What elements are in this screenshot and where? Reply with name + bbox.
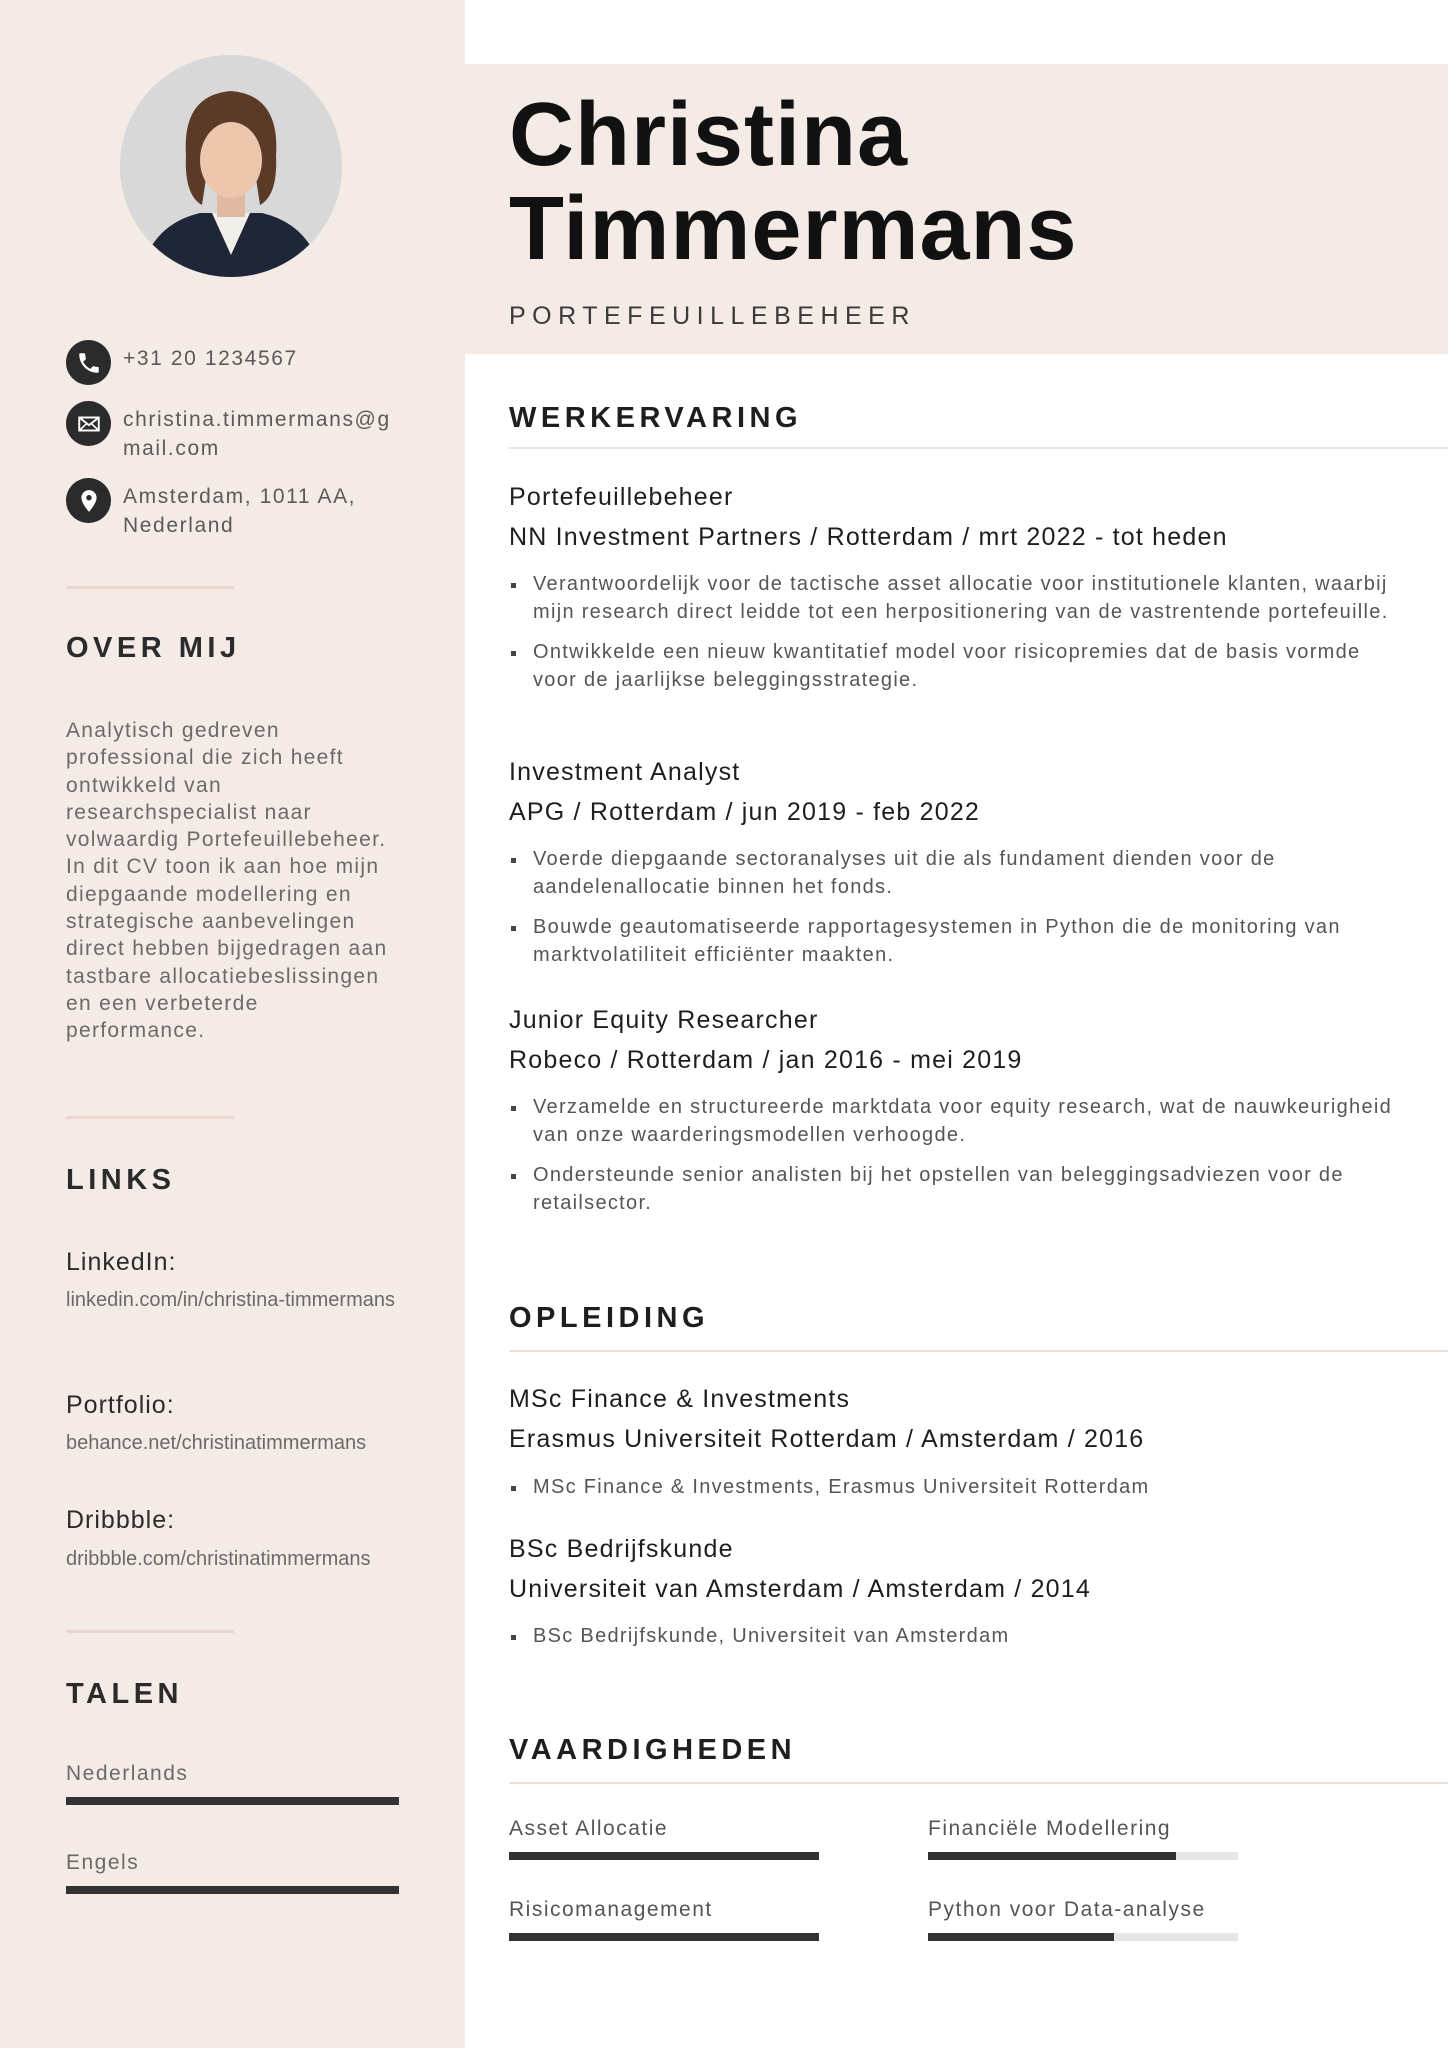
languages-heading: TALEN	[66, 1678, 184, 1710]
linkedin-label: LinkedIn:	[66, 1248, 177, 1276]
experience-heading: WERKERVARING	[509, 402, 802, 434]
section-rule	[509, 1782, 1448, 1784]
degree-bullets	[509, 1474, 1409, 1515]
skill-label: Python voor Data-analyse	[928, 1898, 1206, 1921]
language-level-fill	[66, 1797, 399, 1805]
portrait-photo	[120, 55, 342, 277]
contact-address	[66, 482, 406, 540]
full-name	[509, 85, 1078, 279]
degree-title: BSc Bedrijfskunde	[509, 1535, 734, 1563]
contact-email	[66, 405, 406, 463]
skill-level-bar	[509, 1852, 819, 1860]
list-item: Verzamelde en structureerde marktdata voor equity research, wat de nauwkeurigheid van onze waarderingsmodellen verhoogde.	[509, 1094, 1409, 1149]
avatar	[120, 55, 342, 277]
skill-level-fill	[509, 1852, 819, 1860]
list-item: Ondersteunde senior analisten bij het opstellen van beleggingsadviezen voor de retailsector.	[509, 1162, 1409, 1217]
degree-meta: Erasmus Universiteit Rotterdam / Amsterdam / 2016	[509, 1425, 1145, 1453]
skill-label: Asset Allocatie	[509, 1817, 669, 1840]
mail-icon	[66, 401, 111, 446]
skill-label: Risicomanagement	[509, 1898, 713, 1921]
job-meta: APG / Rotterdam / jun 2019 - feb 2022	[509, 798, 981, 826]
skill-label: Financiële Modellering	[928, 1817, 1172, 1840]
language-label: Nederlands	[66, 1762, 189, 1785]
location-pin-icon	[66, 478, 111, 523]
list-item: Bouwde geautomatiseerde rapportagesystemen in Python die de monitoring van marktvolatiliteit efficiënter maakten.	[509, 914, 1409, 969]
skill-level-fill	[928, 1852, 1176, 1860]
job-meta: NN Investment Partners / Rotterdam / mrt 2022 - tot heden	[509, 523, 1228, 551]
skill-level-bar	[509, 1933, 819, 1941]
divider	[66, 586, 234, 589]
skills-heading: VAARDIGHEDEN	[509, 1734, 797, 1766]
links-heading: LINKS	[66, 1164, 176, 1196]
degree-bullets	[509, 1623, 1409, 1664]
divider	[66, 1630, 234, 1633]
portfolio-label: Portfolio:	[66, 1391, 175, 1419]
about-heading: OVER MIJ	[66, 632, 241, 664]
list-item: MSc Finance & Investments, Erasmus Universiteit Rotterdam	[509, 1474, 1409, 1502]
language-level-fill	[66, 1886, 399, 1894]
phone-icon	[66, 340, 111, 385]
degree-title: MSc Finance & Investments	[509, 1385, 851, 1413]
education-heading: OPLEIDING	[509, 1302, 710, 1334]
list-item: Verantwoordelijk voor de tactische asset allocatie voor institutionele klanten, waarbij mijn research direct leidde tot een herpositionering van de vastrentende portefeuille.	[509, 571, 1409, 626]
job-bullets	[509, 571, 1409, 707]
skill-level-fill	[928, 1933, 1114, 1941]
language-label: Engels	[66, 1851, 140, 1874]
job-role: PORTEFEUILLEBEHEER	[509, 302, 916, 330]
dribbble-label: Dribbble:	[66, 1506, 176, 1534]
list-item: Ontwikkelde een nieuw kwantitatief model voor risicopremies dat de basis vormde voor de jaarlijkse beleggingsstrategie.	[509, 639, 1409, 694]
skill-level-bar	[928, 1933, 1238, 1941]
job-bullets	[509, 1094, 1409, 1230]
job-title: Junior Equity Researcher	[509, 1006, 819, 1034]
last-name: Timmermans	[509, 179, 1078, 279]
portfolio-link[interactable]: behance.net/christinatimmermans	[66, 1432, 367, 1454]
job-bullets	[509, 846, 1409, 982]
section-rule	[509, 1350, 1448, 1352]
first-name: Christina	[509, 85, 909, 185]
list-item: BSc Bedrijfskunde, Universiteit van Amsterdam	[509, 1623, 1409, 1651]
linkedin-link[interactable]: linkedin.com/in/christina-timmermans	[66, 1289, 395, 1311]
contact-phone	[66, 344, 406, 385]
job-title: Portefeuillebeheer	[509, 483, 734, 511]
degree-meta: Universiteit van Amsterdam / Amsterdam / 2014	[509, 1575, 1091, 1603]
job-meta: Robeco / Rotterdam / jan 2016 - mei 2019	[509, 1046, 1023, 1074]
language-level-bar	[66, 1886, 399, 1894]
job-title: Investment Analyst	[509, 758, 741, 786]
language-level-bar	[66, 1797, 399, 1805]
skill-level-fill	[509, 1933, 819, 1941]
phone-number: +31 20 1234567	[123, 347, 298, 370]
section-rule	[509, 447, 1448, 449]
divider	[66, 1116, 234, 1119]
email-address: christina.timmermans@gmail.com	[123, 408, 391, 460]
skill-level-bar	[928, 1852, 1238, 1860]
address: Amsterdam, 1011 AA, Nederland	[123, 485, 357, 537]
about-text: Analytisch gedreven professional die zich heeft ontwikkeld van researchspecialist naar volwaardig Portefeuillebeheer. In dit CV toon ik aan hoe mijn diepgaande modellering en strategische aanbevelingen direct hebben bijgedragen aan tastbare allocatiebeslissingen en een verbeterde performance.	[66, 719, 388, 1043]
list-item: Voerde diepgaande sectoranalyses uit die als fundament dienden voor de aandelenallocatie binnen het fonds.	[509, 846, 1409, 901]
dribbble-link[interactable]: dribbble.com/christinatimmermans	[66, 1548, 371, 1570]
